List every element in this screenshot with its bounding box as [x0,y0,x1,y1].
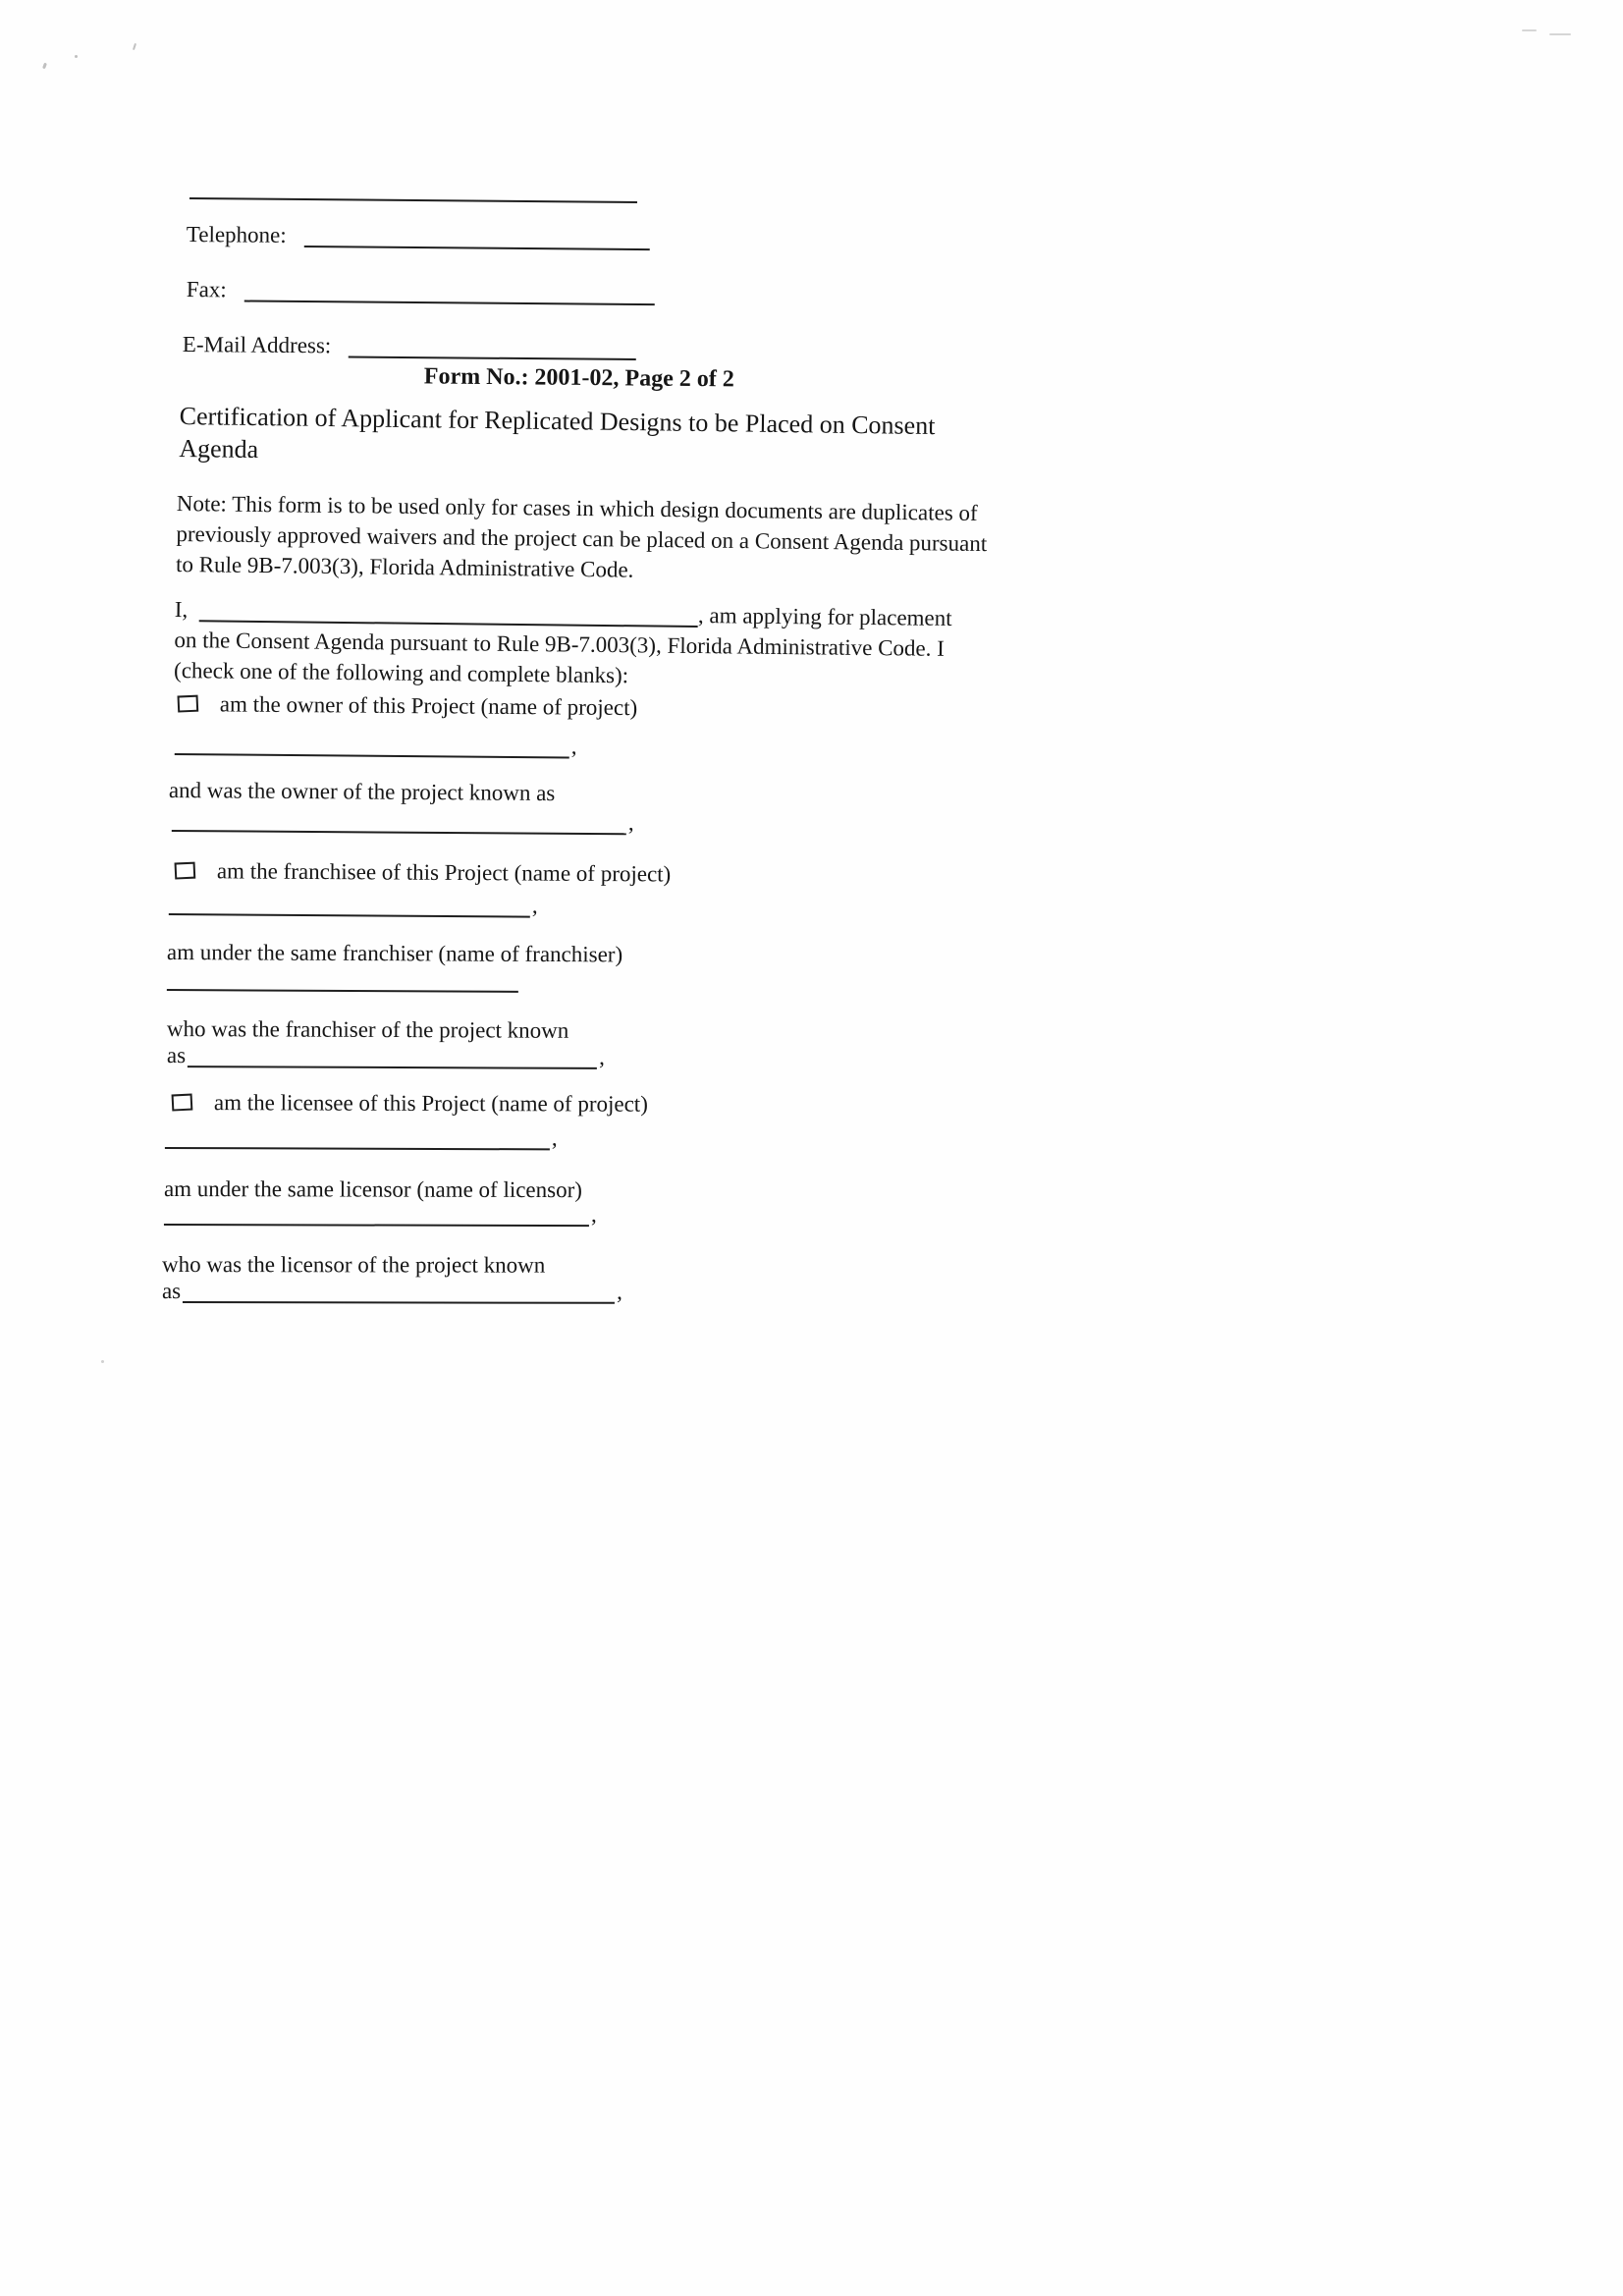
email-label: E-Mail Address: [182,331,332,358]
owner-known-as-blank[interactable] [172,830,626,835]
licensor-name-label: am under the same licensor (name of licensor) [163,1176,582,1203]
note-line-1: Note: This form is to be used only for cases in which design documents are duplicates of [176,490,978,525]
declaration-line-2: on the Consent Agenda pursuant to Rule 9B-7.003(3), Florida Administrative Code. I [174,627,946,661]
comma: , [551,1125,558,1151]
licensor-name-row [164,1199,597,1230]
note-line-2: previously approved waivers and the project can be placed on a Consent Agenda pursuant [176,520,988,557]
franchisee-project-name-row [169,889,538,921]
licensee-checkbox[interactable] [172,1094,193,1112]
option-licensee-label: am the licensee of this Project (name of project) [213,1090,648,1117]
licensee-project-name-blank[interactable] [165,1147,550,1150]
comma: , [531,893,538,918]
franchiser-known-as-blank[interactable] [188,1066,597,1069]
note-line-3: to Rule 9B-7.003(3), Florida Administrative Code. [175,551,634,582]
declaration-prefix: I, [174,596,189,623]
declaration [174,594,1000,695]
scan-artifact [1549,33,1571,35]
licensor-known-as-row [162,1277,622,1307]
scan-artifact [101,1360,104,1363]
franchiser-name-blank[interactable] [167,989,518,993]
owner-checkbox[interactable] [178,695,199,713]
scan-artifact [1522,29,1537,31]
fax-input-line[interactable] [243,301,654,306]
telephone-row [187,220,650,253]
comma: , [570,734,577,759]
franchisee-project-name-blank[interactable] [169,913,530,918]
owner-project-name-row [175,729,577,762]
licensor-known-as-label: who was the licensor of the project known [161,1252,546,1278]
declaration-line-3: (check one of the following and complete blanks): [173,657,629,688]
declaration-line1-suffix: , am applying for placement [697,603,952,630]
owner-known-as-row [172,805,634,838]
owner-project-name-blank[interactable] [175,753,569,759]
unlabeled-blank-line[interactable] [189,197,637,203]
licensor-known-as-blank[interactable] [183,1301,615,1304]
franchiser-known-as-row [167,1041,605,1072]
franchiser-known-as-label: who was the franchiser of the project known [166,1016,569,1043]
fax-row [187,275,655,308]
franchisee-checkbox[interactable] [175,862,196,880]
telephone-input-line[interactable] [303,246,649,250]
note-paragraph [176,488,1001,589]
scan-artifact [75,55,78,58]
licensee-project-name-row [165,1122,558,1153]
comma: , [599,1044,605,1069]
licensor-name-blank[interactable] [164,1224,589,1227]
franchiser-known-as-prefix: as [166,1043,187,1068]
comma: , [590,1202,597,1228]
document-title [179,400,985,475]
email-row [183,330,636,363]
document-title-line-1: Certification of Applicant for Replicated Designs to be Placed on Consent [179,401,936,441]
comma: , [617,1279,622,1304]
owner-known-as-label: and was the owner of the project known as [168,777,556,806]
option-franchisee-row [175,856,672,890]
scan-artifact [42,63,47,70]
fax-label: Fax: [186,276,227,302]
option-owner-row [178,689,638,723]
licensor-known-as-prefix: as [161,1279,182,1304]
comma: , [627,810,634,836]
document-title-line-2: Agenda [179,433,259,465]
option-owner-label: am the owner of this Project (name of project) [219,691,638,721]
franchiser-name-label: am under the same franchiser (name of franchiser) [166,940,623,967]
email-input-line[interactable] [349,355,636,360]
option-licensee-row [172,1088,648,1120]
form-number: Form No.: 2001-02, Page 2 of 2 [423,363,734,393]
telephone-label: Telephone: [186,221,287,247]
scan-artifact [133,43,136,50]
option-franchisee-label: am the franchisee of this Project (name of project) [216,858,672,887]
franchiser-name-row [167,964,518,996]
